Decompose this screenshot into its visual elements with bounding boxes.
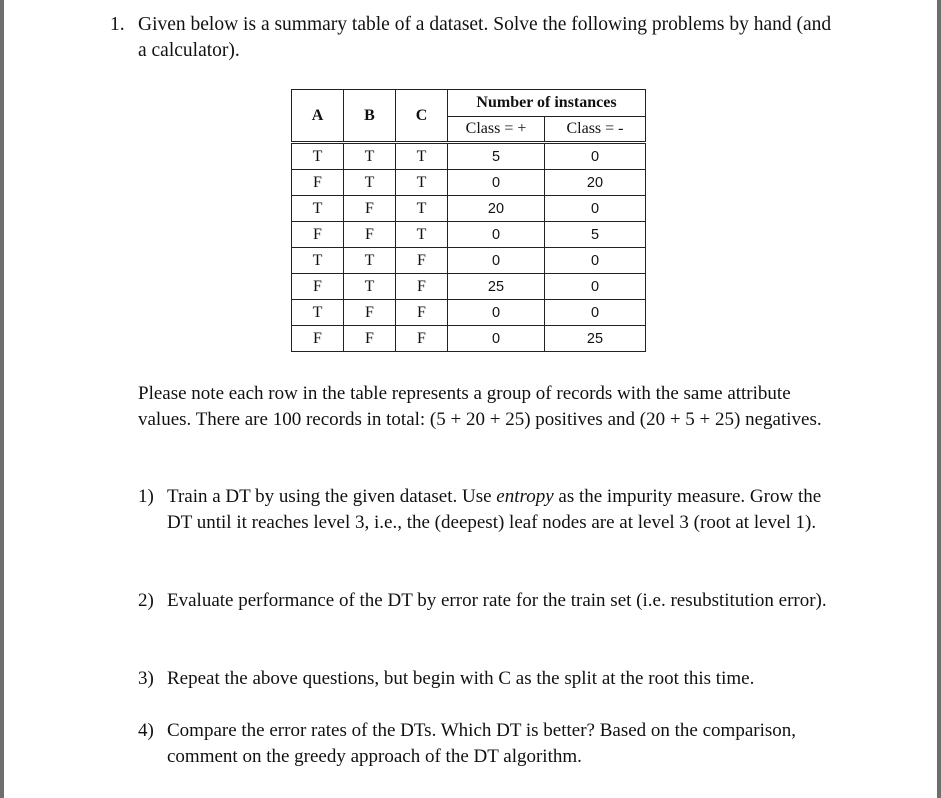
summary-table <box>291 89 646 352</box>
cell-b: T <box>344 170 396 196</box>
cell-b: T <box>344 143 396 170</box>
table-row <box>292 143 646 170</box>
cell-negative-count: 0 <box>545 300 646 326</box>
task-4 <box>138 718 828 770</box>
task-2 <box>138 588 828 614</box>
cell-positive-count: 25 <box>448 274 545 300</box>
cell-a: F <box>292 326 344 352</box>
task-text: Repeat the above questions, but begin with C as the split at the root this time. <box>167 668 755 689</box>
header-b: B <box>344 90 396 143</box>
cell-negative-count: 0 <box>545 274 646 300</box>
cell-positive-count: 0 <box>448 326 545 352</box>
cell-negative-count: 25 <box>545 326 646 352</box>
page-right-border <box>937 0 941 798</box>
cell-positive-count: 20 <box>448 196 545 222</box>
cell-c: T <box>396 196 448 222</box>
header-class-negative: Class = - <box>545 117 646 143</box>
task-label: 3) <box>138 668 154 689</box>
task-label: 2) <box>138 590 154 611</box>
table-row <box>292 326 646 352</box>
cell-c: F <box>396 300 448 326</box>
header-number-of-instances: Number of instances <box>448 90 646 117</box>
header-c: C <box>396 90 448 143</box>
cell-c: T <box>396 222 448 248</box>
task-label: 4) <box>138 720 154 741</box>
task-text-part: as the impurity measure. Grow the DT until it reaches level 3, i.e., the (deepest) leaf nodes are at level 3 (root at level 1). <box>167 486 822 533</box>
header-class-positive: Class = + <box>448 117 545 143</box>
question-intro: Given below is a summary table of a dataset. Solve the following problems by hand (and a calculator). <box>138 14 832 61</box>
task-text <box>167 484 828 536</box>
task-3 <box>138 666 828 692</box>
cell-a: T <box>292 300 344 326</box>
dataset-note: Please note each row in the table represents a group of records with the same attribute values. There are 100 records in total: (5 + 20 + 25) positives and (20 + 5 + 25) negatives. <box>138 383 822 430</box>
table-row <box>292 170 646 196</box>
header-a: A <box>292 90 344 143</box>
cell-positive-count: 0 <box>448 222 545 248</box>
task-text: Evaluate performance of the DT by error rate for the train set (i.e. resubstitution error). <box>167 590 827 611</box>
cell-b: T <box>344 248 396 274</box>
cell-c: T <box>396 170 448 196</box>
cell-negative-count: 0 <box>545 196 646 222</box>
cell-positive-count: 0 <box>448 248 545 274</box>
cell-negative-count: 0 <box>545 248 646 274</box>
cell-b: F <box>344 222 396 248</box>
cell-c: F <box>396 326 448 352</box>
task-text-part: Train a DT by using the given dataset. Use <box>167 486 497 507</box>
cell-a: F <box>292 274 344 300</box>
cell-c: F <box>396 274 448 300</box>
cell-a: T <box>292 196 344 222</box>
task-text: Compare the error rates of the DTs. Which DT is better? Based on the comparison, comment on the greedy approach of the DT algorithm. <box>167 720 797 767</box>
cell-c: F <box>396 248 448 274</box>
cell-negative-count: 5 <box>545 222 646 248</box>
cell-negative-count: 0 <box>545 143 646 170</box>
cell-c: T <box>396 143 448 170</box>
cell-positive-count: 5 <box>448 143 545 170</box>
cell-positive-count: 0 <box>448 300 545 326</box>
table-row <box>292 274 646 300</box>
table-row <box>292 196 646 222</box>
cell-negative-count: 20 <box>545 170 646 196</box>
cell-a: F <box>292 222 344 248</box>
table-row <box>292 248 646 274</box>
page-left-border <box>0 0 4 798</box>
cell-a: T <box>292 143 344 170</box>
cell-b: F <box>344 300 396 326</box>
table-row <box>292 222 646 248</box>
task-emphasis: entropy <box>496 486 554 507</box>
cell-b: T <box>344 274 396 300</box>
cell-a: F <box>292 170 344 196</box>
cell-positive-count: 0 <box>448 170 545 196</box>
task-label: 1) <box>138 486 154 507</box>
cell-a: T <box>292 248 344 274</box>
table-row <box>292 300 646 326</box>
question-number: 1. <box>110 14 125 35</box>
task-1 <box>138 484 828 536</box>
cell-b: F <box>344 196 396 222</box>
cell-b: F <box>344 326 396 352</box>
